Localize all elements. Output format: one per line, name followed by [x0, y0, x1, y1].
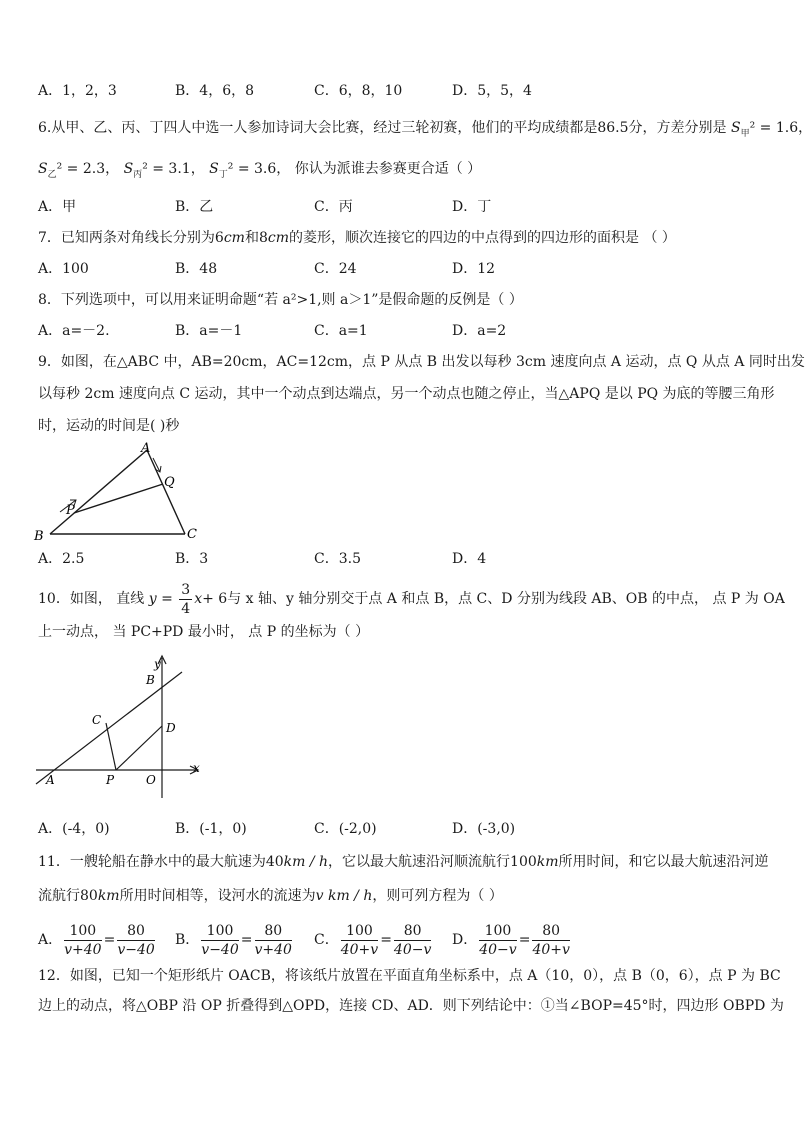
q10-option-a[interactable]: A．(-4，0)	[38, 821, 110, 837]
q10-line2: 上一动点， 当 PC+PD 最小时， 点 P 的坐标为（ ）	[38, 624, 370, 640]
q10-slope-fraction	[179, 581, 192, 618]
q9-label-p: P	[66, 503, 75, 518]
q11-option-b-frac2	[255, 922, 292, 959]
q5-option-a[interactable]: A．1，2，3	[38, 83, 117, 99]
q12-line1: 12．如图，已知一个矩形纸片 OACB，将该纸片放置在平面直角坐标系中，点 A（10，0），点 B（0，6），点 P 为 BC	[38, 968, 781, 984]
q7-unit-2: cm	[267, 230, 289, 246]
q9-option-c[interactable]: C．3.5	[314, 551, 361, 567]
q9-line1: 9．如图，在△ABC 中，AB=20cm，AC=12cm，点 P 从点 B 出发以每秒 3cm 速度向点 A 运动，点 Q 从点 A 同时出发	[38, 354, 805, 370]
q10-option-b[interactable]: B．(-1，0)	[175, 821, 247, 837]
q11-option-c-frac1	[341, 922, 378, 959]
q9-triangle-figure	[30, 440, 210, 545]
q6-variance-yi-sub: 乙	[47, 169, 57, 180]
q10-slope-num: 3	[181, 581, 191, 598]
q9-label-b: B	[34, 529, 44, 544]
q11-line2-a: 流航行80	[38, 888, 98, 904]
q6-variance-ding-symbol: S	[209, 161, 219, 177]
q11-option-d-d1: 40−v	[479, 941, 517, 958]
q7-text-b: 和8	[244, 230, 268, 246]
q11-text-c: 所用时间，和它以最大航速沿河逆	[558, 854, 769, 870]
q10-label-d: D	[166, 721, 176, 735]
q6-variance-ding-sub: 丁	[218, 169, 228, 180]
q6-options	[38, 196, 758, 218]
q6-option-b[interactable]: B．乙	[175, 199, 214, 215]
q11-option-a-eq: =	[103, 932, 116, 948]
q11-option-a[interactable]	[38, 918, 157, 962]
q6-variance-jia-value: ² = 1.6，	[749, 120, 812, 136]
q10-label-b: B	[146, 673, 155, 687]
q10-label-o: O	[146, 773, 156, 787]
q6-variance-bing-sub: 丙	[133, 169, 143, 180]
q11-line1	[38, 852, 769, 872]
q11-var-v: v	[315, 888, 324, 904]
q11-option-c-d2: 40−v	[393, 941, 432, 958]
q6-variance-bing-symbol: S	[123, 161, 134, 177]
q11-option-a-frac2	[117, 922, 154, 959]
q11-option-c-n1: 100	[341, 922, 378, 941]
q9-line2: 以每秒 2cm 速度向点 C 运动，其中一个动点到达端点，另一个动点也随之停止，当△APQ 是以 PQ 为底的等腰三角形	[38, 386, 775, 402]
q6-line2	[38, 159, 481, 185]
q7-option-b[interactable]: B．48	[175, 261, 218, 277]
q11-option-b-d2: v+40	[254, 941, 292, 958]
q7-option-d[interactable]: D．12	[452, 261, 496, 277]
q6-variance-bing-value: ² = 3.1，	[142, 161, 205, 177]
q9-label-c: C	[187, 527, 197, 542]
q11-unit-4: km / h	[327, 888, 373, 904]
q10-eq-plus: + 6	[202, 591, 228, 607]
q11-option-b[interactable]	[175, 918, 294, 962]
q8-option-a[interactable]: A．a=－2.	[38, 323, 110, 339]
q11-option-a-d1: v+40	[64, 941, 102, 958]
q10-label-y: y	[154, 657, 161, 671]
q11-option-d-d2: 40+v	[532, 941, 570, 958]
q10-label-a: A	[46, 773, 55, 787]
q6-text: 6.从甲、乙、丙、丁四人中选一人参加诗词大会比赛，经过三轮初赛，他们的平均成绩都是86.5分，方差分别是	[38, 120, 727, 136]
q10-line1	[38, 580, 785, 618]
q11-option-d-label: D．	[452, 932, 478, 948]
q11-option-d-frac2	[532, 922, 569, 959]
q11-option-a-d2: v−40	[117, 941, 155, 958]
q9-label-q: Q	[164, 475, 175, 490]
q11-text-b: ，它以最大航速沿河顺流航行100	[328, 854, 537, 870]
q7-option-c[interactable]: C．24	[314, 261, 357, 277]
q6-variance-ding-value: ² = 3.6，	[227, 161, 291, 177]
q11-line2	[38, 886, 503, 906]
q11-option-b-n2: 80	[255, 922, 292, 941]
q11-option-b-d1: v−40	[201, 941, 239, 958]
q10-option-c[interactable]: C．(-2,0)	[314, 821, 377, 837]
q10-eq-x: x	[194, 591, 203, 607]
q6-variance-yi-value: ² = 2.3，	[56, 161, 120, 177]
q11-line2-c: ，则可列方程为（ ）	[372, 888, 503, 904]
q12-line2: 边上的动点，将△OBP 沿 OP 折叠得到△OPD，连接 CD、AD．则下列结论中：①当∠BOP=45°时，四边形 OBPD 为	[38, 998, 784, 1014]
q11-option-b-n1: 100	[201, 922, 238, 941]
q11-text-a: 11．一艘轮船在静水中的最大航速为40	[38, 854, 284, 870]
q5-options	[38, 80, 758, 102]
q10-slope-den: 4	[181, 600, 191, 617]
q11-option-d-eq: =	[518, 932, 531, 948]
q9-option-a[interactable]: A．2.5	[38, 551, 85, 567]
q6-variance-yi-symbol: S	[38, 161, 48, 177]
q9-options	[38, 548, 758, 570]
q11-option-c-n2: 80	[394, 922, 431, 941]
q10-text-b: 与 x 轴、y 轴分别交于点 A 和点 B，点 C、D 分别为线段 AB、OB 的中点， 点 P 为 OA	[227, 591, 785, 607]
q8-option-d[interactable]: D．a=2	[452, 323, 507, 339]
q7-text-a: 7．已知两条对角线长分别为6	[38, 230, 224, 246]
q8-options	[38, 320, 758, 342]
q9-option-b[interactable]: B．3	[175, 551, 209, 567]
q7-text-c: 的菱形，顺次连接它的四边的中点得到的四边形的面积是 （ ）	[289, 230, 676, 246]
q7-unit-1: cm	[223, 230, 245, 246]
q5-option-c[interactable]: C．6，8，10	[314, 83, 403, 99]
q11-option-d[interactable]	[452, 918, 572, 962]
q8-option-b[interactable]: B．a=－1	[175, 323, 243, 339]
q8-question: 8．下列选项中，可以用来证明命题“若 a²>1,则 a＞1”是假命题的反例是（ ）	[38, 292, 523, 308]
q11-unit-2: km	[536, 854, 559, 870]
q11-option-c-eq: =	[380, 932, 392, 948]
q11-option-a-frac1	[64, 922, 101, 959]
q11-option-c-d1: 40+v	[340, 941, 379, 958]
q10-text-a: 10．如图， 直线	[38, 591, 145, 607]
q11-option-a-n2: 80	[117, 922, 154, 941]
q11-option-b-frac1	[201, 922, 238, 959]
q11-unit-1: km / h	[283, 854, 329, 870]
q7-option-a[interactable]: A．100	[38, 261, 89, 277]
q9-option-d[interactable]: D．4	[452, 551, 487, 567]
q6-option-c[interactable]: C．丙	[314, 199, 353, 215]
q10-label-p: P	[106, 773, 115, 787]
q11-option-a-n1: 100	[64, 922, 101, 941]
q11-option-d-n1: 100	[479, 922, 516, 941]
q6-option-d[interactable]: D．丁	[452, 199, 492, 215]
q11-option-b-eq: =	[240, 932, 253, 948]
q5-option-b[interactable]: B．4，6，8	[175, 83, 255, 99]
q10-eq-equals: =	[161, 591, 173, 607]
q10-label-c: C	[92, 713, 102, 727]
q11-option-c[interactable]	[314, 918, 433, 962]
q10-eq-y: y	[148, 591, 157, 607]
q10-options	[38, 818, 758, 840]
q7-options	[38, 258, 758, 280]
q7-question	[38, 228, 676, 248]
q10-coordinate-figure	[30, 650, 210, 800]
q10-label-x: x	[193, 761, 200, 775]
q8-option-c[interactable]: C．a=1	[314, 323, 368, 339]
q5-option-d[interactable]: D．5，5，4	[452, 83, 532, 99]
q11-unit-3: km	[97, 888, 120, 904]
q11-option-b-label: B．	[175, 932, 200, 948]
q9-line3: 时，运动的时间是( )秒	[38, 418, 180, 434]
q11-option-d-frac1	[479, 922, 516, 959]
q6-variance-jia-sub: 甲	[740, 128, 750, 139]
q6-option-a[interactable]: A．甲	[38, 199, 77, 215]
q6-line1	[38, 118, 812, 144]
q11-option-d-n2: 80	[532, 922, 569, 941]
q11-option-a-label: A．	[38, 932, 63, 948]
q11-option-c-frac2	[394, 922, 431, 959]
q11-option-c-label: C．	[314, 932, 339, 948]
q11-options	[38, 918, 758, 962]
q11-line2-b: 所用时间相等，设河水的流速为	[119, 888, 316, 904]
q6-variance-jia-symbol: S	[730, 120, 741, 136]
q10-option-d[interactable]: D．(-3,0)	[452, 821, 516, 837]
q9-label-a: A	[141, 441, 151, 456]
q6-question-tail: 你认为派谁去参赛更合适（ ）	[294, 161, 482, 177]
